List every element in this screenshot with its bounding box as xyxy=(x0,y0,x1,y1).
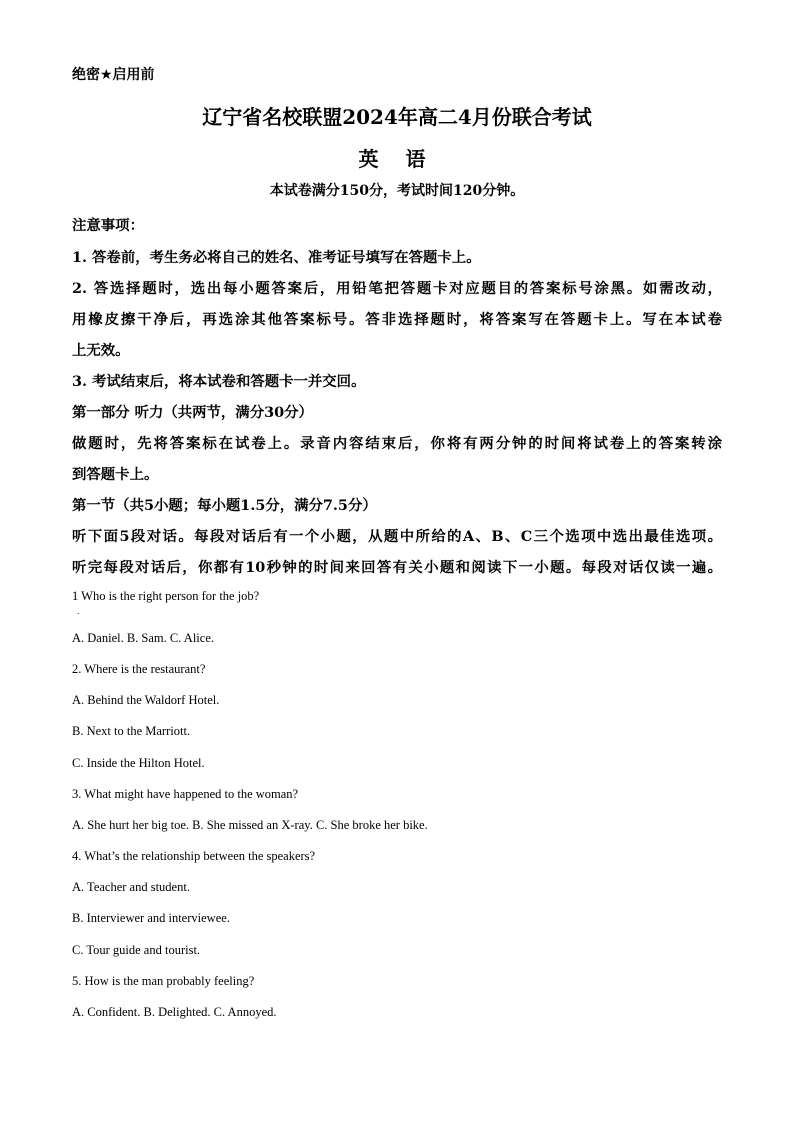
question-1: 1 Who is the right person for the job? xyxy=(72,589,260,603)
subject-title: 英 语 xyxy=(358,147,436,171)
notice-item-2-line-1: 2. 答选择题时，选出每小题答案后，用铅笔把答题卡对应题目的答案标号涂黑。如需改动， xyxy=(72,280,722,297)
part1-intro-line-1: 做题时，先将答案标在试卷上。录音内容结束后，你将有两分钟的时间将试卷上的答案转涂 xyxy=(72,435,722,452)
question-4: 4. What’s the relationship between the speakers? xyxy=(72,849,316,863)
question-5-options: A. Confident. B. Delighted. C. Annoyed. xyxy=(72,1005,277,1019)
question-2: 2. Where is the restaurant? xyxy=(72,662,206,676)
question-3: 3. What might have happened to the woman? xyxy=(72,787,299,801)
confidential-mark: 绝密★启用前 xyxy=(72,67,155,83)
question-2-option-b: B. Next to the Marriott. xyxy=(72,724,191,738)
question-2-option-c: C. Inside the Hilton Hotel. xyxy=(72,756,205,770)
question-5: 5. How is the man probably feeling? xyxy=(72,974,255,988)
part1-intro-line-2: 到答题卡上。 xyxy=(72,466,159,483)
section1-instructions-line-2: 听完每段对话后，你都有10秒钟的时间来回答有关小题和阅读下一小题。每段对话仅读一遍。 xyxy=(72,559,722,576)
notice-item-3: 3. 考试结束后，将本试卷和答题卡一并交回。 xyxy=(72,373,366,390)
exam-title: 辽宁省名校联盟2024年高二4月份联合考试 xyxy=(202,105,592,129)
question-1-mark: ． xyxy=(77,607,85,616)
question-2-option-a: A. Behind the Waldorf Hotel. xyxy=(72,693,220,707)
question-3-options: A. She hurt her big toe. B. She missed an X-ray. C. She broke her bike. xyxy=(72,818,428,832)
notice-heading: 注意事项： xyxy=(72,217,144,234)
part1-heading: 第一部分 听力（共两节，满分30分） xyxy=(72,404,313,421)
notice-item-2-line-3: 上无效。 xyxy=(72,342,130,359)
section1-instructions-line-1: 听下面5段对话。每段对话后有一个小题，从题中所给的A、B、C三个选项中选出最佳选项。 xyxy=(72,528,722,545)
question-4-option-a: A. Teacher and student. xyxy=(72,880,190,894)
section1-heading: 第一节（共5小题；每小题1.5分，满分7.5分） xyxy=(72,497,377,514)
question-4-option-c: C. Tour guide and tourist. xyxy=(72,943,201,957)
question-4-option-b: B. Interviewer and interviewee. xyxy=(72,911,230,925)
question-1-options: A. Daniel. B. Sam. C. Alice. xyxy=(72,631,214,645)
score-note: 本试卷满分150分，考试时间120分钟。 xyxy=(269,183,525,199)
notice-item-2-line-2: 用橡皮擦干净后，再选涂其他答案标号。答非选择题时，将答案写在答题卡上。写在本试卷 xyxy=(72,311,722,328)
notice-item-1: 1. 答卷前，考生务必将自己的姓名、准考证号填写在答题卡上。 xyxy=(72,249,481,266)
